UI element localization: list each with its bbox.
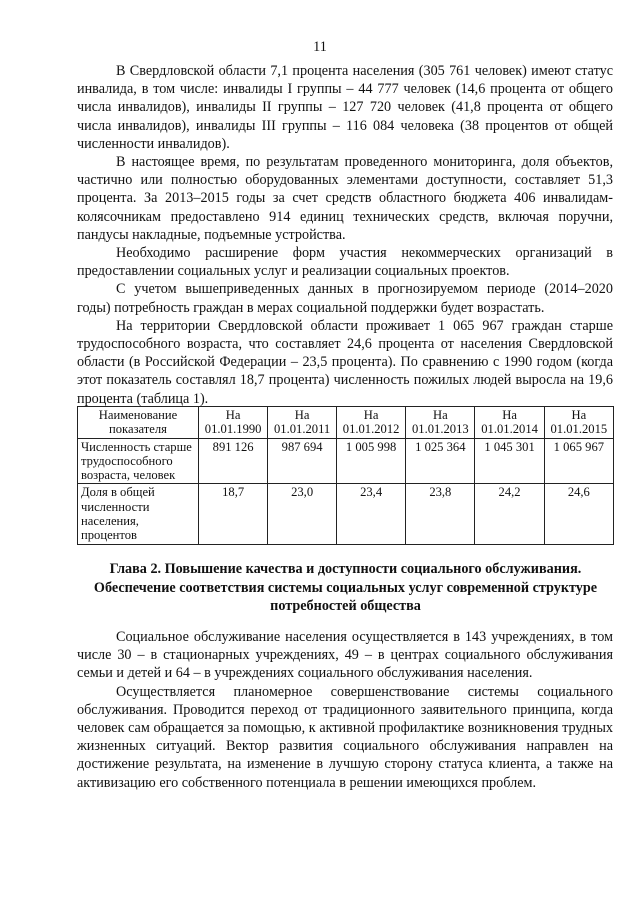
table-cell: 23,0 [268,484,337,544]
row-label: Численность старше трудоспособного возраста, человек [78,438,199,484]
header-prefix: На [225,408,241,422]
header-date: 01.01.2015 [550,422,608,437]
table-header-date [475,407,544,439]
header-date: 01.01.2012 [342,422,400,437]
table-cell: 23,4 [336,484,405,544]
paragraph-improvement: Осуществляется планомерное совершенствование системы социального обслуживания. Проводится переход от традиционного заявительного принципа, когда человек сам обращается за помощью, к активной профилактике возникновения трудных жизненных ситуаций. Вектор развития социального обслуживания направлен на достижение результата, на изменение в лучшую сторону статуса клиента, а также на активизацию его собственного потенциала в решении имеющихся проблем. [77,683,613,791]
body-text-top [77,62,613,408]
chapter-title: Глава 2. Повышение качества и доступности социального обслуживания. Обеспечение соответствия системы социальных услуг современной структуре потребностей общества [93,561,598,615]
table-cell: 24,2 [475,484,544,544]
paragraph-institutions: Социальное обслуживание населения осуществляется в 143 учреждениях, в том числе 30 – в стационарных учреждениях, 49 – в центрах социального обслуживания семьи и детей и 64 – в учреждениях социального обслуживания населения. [77,629,613,682]
header-prefix: На [571,408,587,422]
table-row [78,438,614,484]
table-cell: 23,8 [406,484,475,544]
paragraph-elderly: На территории Свердловской области проживает 1 065 967 граждан старше трудоспособного возраста, что составляет 24,6 процента от населения Свердловской области (в Российской Федерации – 23,5 процента). По сравнению с 1990 годом (когда этот показатель составлял 18,7 процента) численность пожилых людей выросла на 19,6 процента (таблица 1). [77,317,613,407]
body-text-bottom [77,628,613,792]
header-date: 01.01.2013 [412,422,469,437]
table-header-date [268,407,337,439]
paragraph-disability-stats: В Свердловской области 7,1 процента населения (305 761 человек) имеют статус инвалида, в том числе: инвалиды I группы – 44 777 человек (14,6 процента от общего числа инвалидов), инвалиды II группы – 127 720 человек (41,8 процента от общего числа инвалидов), инвалиды III группы – 116 084 человека (38 процентов от общей численности инвалидов). [77,63,613,152]
table-cell: 891 126 [199,438,268,484]
table-cell: 1 045 301 [475,438,544,484]
elderly-population-table [77,406,614,545]
paragraph-accessibility: В настоящее время, по результатам проведенного мониторинга, доля объектов, частично или полностью оборудованных элементами доступности, составляет 51,3 процента. За 2013–2015 годы за счет средств областного бюджета 406 инвалидам-колясочникам предоставлено 914 единиц технических средств, включая поручни, пандусы накладные, подъемные устройства. [77,154,613,243]
header-date: 01.01.1990 [204,422,262,437]
table-cell: 24,6 [544,484,613,544]
table-cell: 1 065 967 [544,438,613,484]
table-cell: 18,7 [199,484,268,544]
table-header-indicator: Наименование показателя [78,407,199,439]
header-date: 01.01.2014 [481,422,538,437]
table-cell: 1 025 364 [406,438,475,484]
header-prefix: На [502,408,517,422]
table-row [78,484,614,544]
table-header-date [544,407,613,439]
table-header-row [78,407,614,439]
table-header-date [406,407,475,439]
table-cell: 1 005 998 [336,438,405,484]
paragraph-forecast: С учетом вышеприведенных данных в прогнозируемом периоде (2014–2020 годы) потребность граждан в мерах социальной поддержки будет возрастать. [77,281,613,316]
header-prefix: На [294,408,310,422]
table-cell: 987 694 [268,438,337,484]
header-date: 01.01.2011 [274,422,331,437]
row-label: Доля в общей численности населения, процентов [78,484,199,544]
header-prefix: На [432,408,448,422]
paragraph-nonprofit: Необходимо расширение форм участия некоммерческих организаций в предоставлении социальных услуг и реализации социальных проектов. [77,245,613,280]
table-header-date [199,407,268,439]
page-number: 11 [313,39,327,55]
header-prefix: На [363,408,379,422]
table-header-date [336,407,405,439]
